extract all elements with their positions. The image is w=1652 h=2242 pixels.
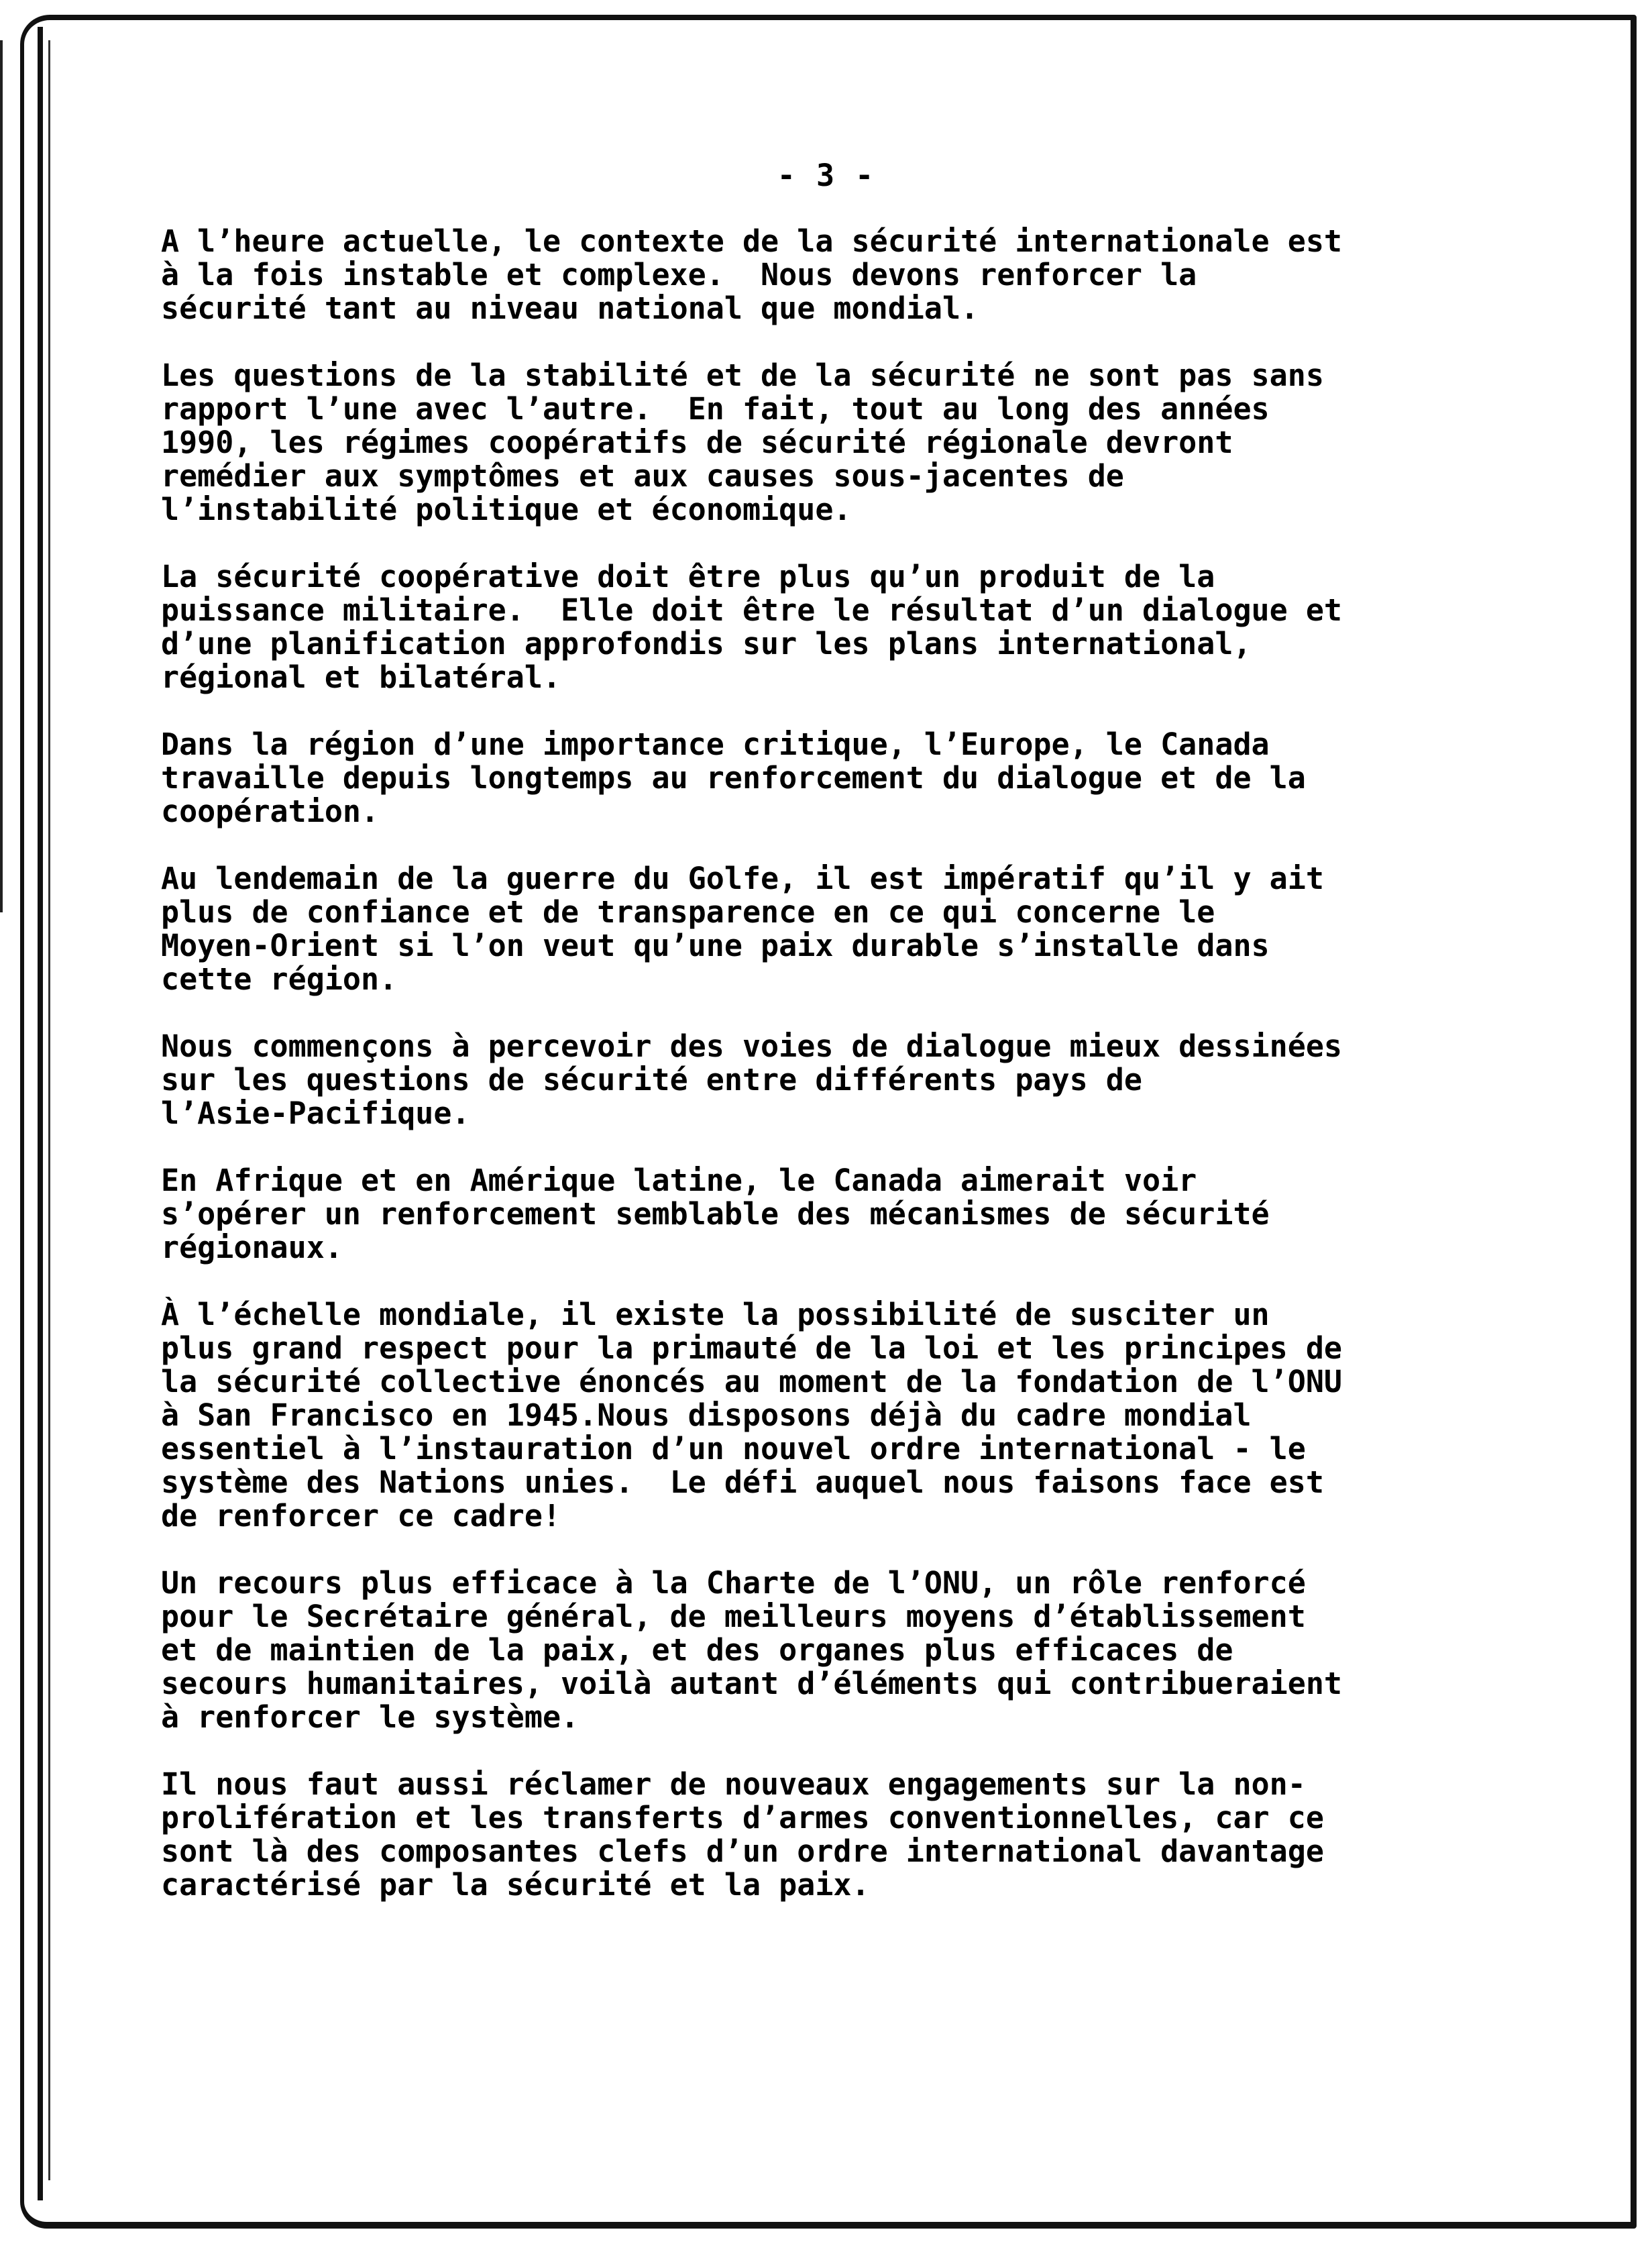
binder-edge-line [38,27,43,2200]
paragraph-3: La sécurité coopérative doit être plus qu’un produit de la puissance militaire. Elle doit être le résultat d’un dialogue et d’une planification approfondis sur les plans international, régional et bilatéral. [161,559,1342,695]
binder-edge-line-thin [48,40,50,2180]
paragraph-1: A l’heure actuelle, le contexte de la sécurité internationale est à la fois instable et complexe. Nous devons renforcer la sécurité tant au niveau national que mondial. [161,223,1342,326]
paragraph-9: Un recours plus efficace à la Charte de l’ONU, un rôle renforcé pour le Secrétaire général, de meilleurs moyens d’établissement et de maintien de la paix, et des organes plus efficaces de secours humanitaires, voilà autant d’éléments qui contribueraient à renforcer le système. [161,1565,1342,1735]
document-body [161,225,1536,1935]
paragraph-10: Il nous faut aussi réclamer de nouveaux engagements sur la non- prolifération et les transferts d’armes conventionnelles, car ce sont là des composantes clefs d’un ordre international davantage caractérisé par la sécurité et la paix. [161,1766,1324,1903]
paragraph-6: Nous commençons à percevoir des voies de dialogue mieux dessinées sur les questions de sécurité entre différents pays de l’Asie-Pacifique. [161,1028,1342,1131]
page-number: - 3 - [777,158,875,193]
paragraph-5: Au lendemain de la guerre du Golfe, il est impératif qu’il y ait plus de confiance et de transparence en ce qui concerne le Moyen-Orient si l’on veut qu’une paix durable s’installe dans cette région. [161,861,1324,997]
paragraph-4: Dans la région d’une importance critique, l’Europe, le Canada travaille depuis longtemps au renforcement du dialogue et de la coopération. [161,727,1306,829]
paragraph-7: En Afrique et en Amérique latine, le Canada aimerait voir s’opérer un renforcement semblable des mécanismes de sécurité régionaux. [161,1163,1270,1265]
paragraph-2: Les questions de la stabilité et de la sécurité ne sont pas sans rapport l’une avec l’autre. En fait, tout au long des années 1990, les régimes coopératifs de sécurité régionale devront remédier aux symptômes et aux causes sous-jacentes de l’instabilité politique et économique. [161,358,1324,527]
paragraph-8: À l’échelle mondiale, il existe la possibilité de susciter un plus grand respect pour la primauté de la loi et les principes de la sécurité collective énoncés au moment de la fondation de l’ONU à San Francisco en 1945.Nous disposons déjà du cadre mondial essentiel à l’instauration d’un nouvel ordre international - le système des Nations unies. Le défi auquel nous faisons face est de renforcer ce cadre! [161,1297,1342,1534]
